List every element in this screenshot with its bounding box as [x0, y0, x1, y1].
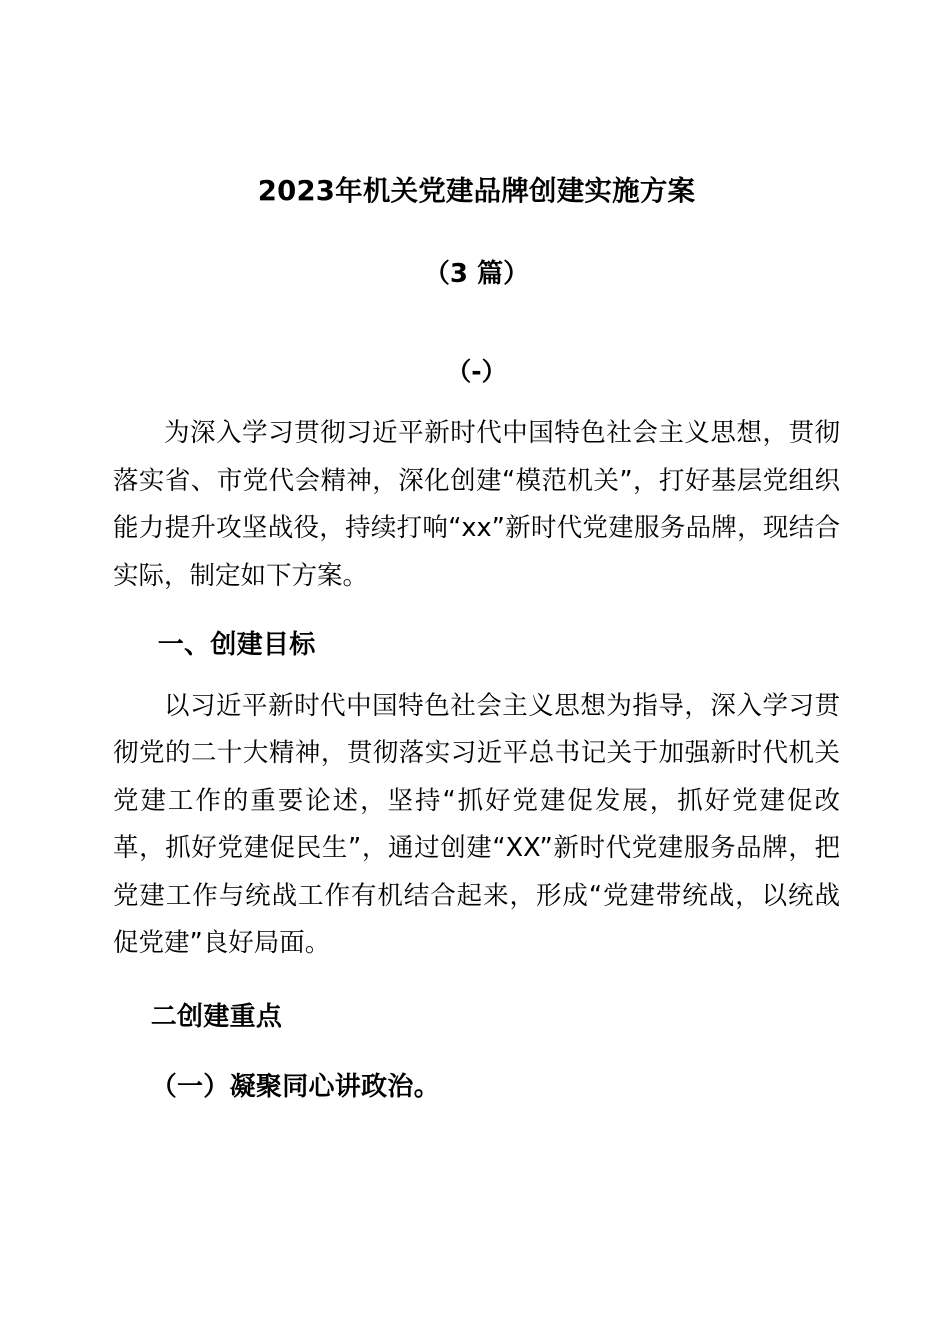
- page-title: 2023年机关党建品牌创建实施方案: [257, 175, 696, 207]
- paragraph-intro: 为深入学习贯彻习近平新时代中国特色社会主义思想，贯彻落实省、市党代会精神，深化创建“模范机关”，打好基层党组织能力提升攻坚战役，持续打响“xx”新时代党建服务品牌，现结合实际，制定如下方案。: [113, 418, 840, 591]
- section-marker: （-）: [446, 356, 507, 386]
- document-subtitle: （3 篇）: [423, 259, 530, 290]
- paragraph-goal-body: 以习近平新时代中国特色社会主义思想为指导，深入学习贯彻党的二十大精神，贯彻落实习近平总书记关于加强新时代机关党建工作的重要论述，坚持“抓好党建促发展，抓好党建促改革，抓好党建促民生”，通过创建“XX”新时代党建服务品牌，把党建工作与统战工作有机结合起来，形成“党建带统战，以统战促党建”良好局面。: [113, 690, 840, 959]
- heading-focus-item-1: （一）凝聚同心讲政治。: [150, 1072, 440, 1103]
- heading-creation-focus: 二创建重点: [150, 1001, 283, 1032]
- heading-creation-goal: 一、创建目标: [157, 630, 316, 661]
- document-content: [113, 0, 840, 1112]
